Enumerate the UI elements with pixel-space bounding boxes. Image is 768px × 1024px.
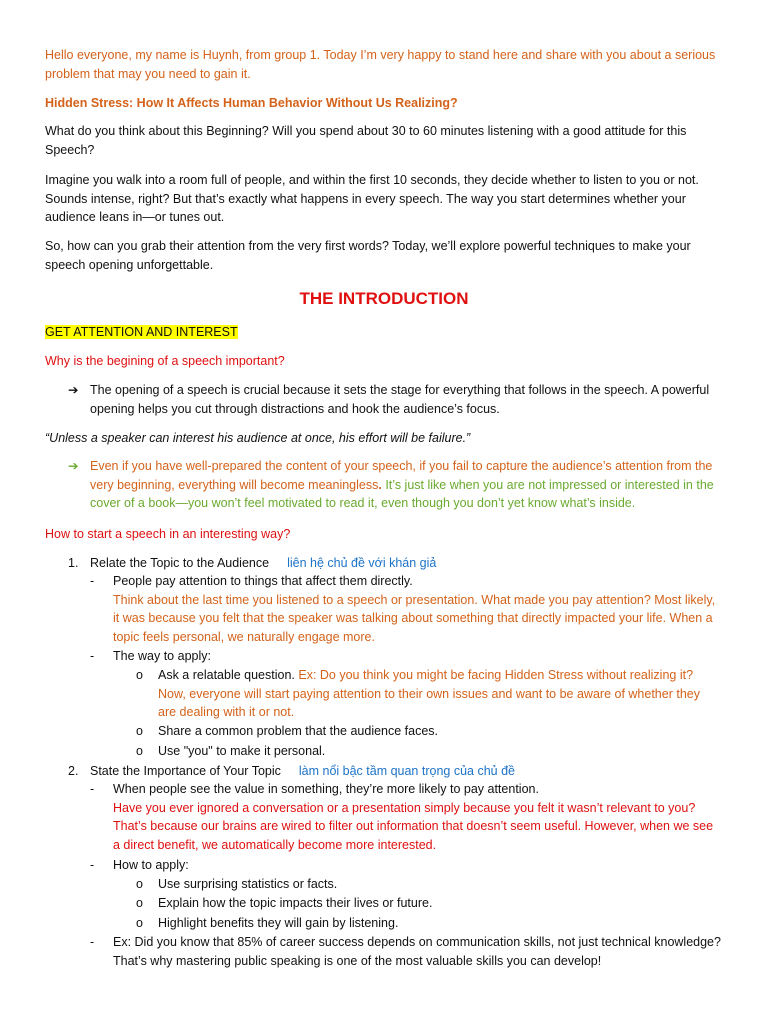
circle-bullet: o bbox=[136, 877, 143, 891]
item1-translation: liên hệ chủ đề với khán giả bbox=[287, 556, 437, 570]
item1-point1 bbox=[113, 572, 723, 646]
dash-bullet: - bbox=[90, 858, 95, 872]
circle-bullet: o bbox=[136, 668, 143, 682]
section-title: THE INTRODUCTION bbox=[299, 289, 469, 308]
dash-bullet: - bbox=[90, 574, 95, 588]
topic-title: Hidden Stress: How It Affects Human Behavior Without Us Realizing? bbox=[45, 96, 458, 110]
item2-point2: How to apply: bbox=[113, 858, 189, 872]
why-heading: Why is the begining of a speech important? bbox=[45, 354, 285, 368]
list-number-2: 2. bbox=[68, 764, 79, 778]
circle-bullet: o bbox=[136, 916, 143, 930]
dash-bullet: - bbox=[90, 782, 95, 796]
item1-sub2: Share a common problem that the audience faces. bbox=[158, 724, 439, 738]
item2-point1-text: When people see the value in something, they’re more likely to pay attention. bbox=[113, 782, 539, 796]
arrow-icon: ➔ bbox=[68, 459, 79, 473]
item2-sub2: Explain how the topic impacts their lives or future. bbox=[158, 896, 433, 910]
imagine-paragraph: Imagine you walk into a room full of people, and within the first 10 seconds, they decide whether to listen to you or not. Sounds intense, right? But that’s exactly what happens in every speech. The way you start determines whether your audience leans in—or tunes out. bbox=[45, 173, 699, 224]
circle-bullet: o bbox=[136, 744, 143, 758]
green-arrow-point bbox=[68, 457, 724, 513]
grab-paragraph: So, how can you grab their attention from the very first words? Today, we’ll explore powerful techniques to make your speech opening unforgettable. bbox=[45, 239, 691, 272]
item2-point1-note: Have you ever ignored a conversation or a presentation simply because you felt it wasn’t relevant to you? That’s because our brains are wired to filter out information that doesn’t seem useful. However, when we see a direct benefit, we automatically become more interested. bbox=[113, 800, 714, 852]
item1-sub3: Use "you" to make it personal. bbox=[158, 744, 326, 758]
item1-sub1-lead: Ask a relatable question. bbox=[158, 668, 299, 682]
green-point-period: . bbox=[378, 477, 382, 492]
item2-sub3: Highlight benefits they will gain by listening. bbox=[158, 916, 399, 930]
list-number-1: 1. bbox=[68, 556, 79, 570]
greeting-paragraph: Hello everyone, my name is Huynh, from group 1. Today I’m very happy to stand here and share with you about a serious problem that may you need to gain it. bbox=[45, 48, 716, 81]
how-heading: How to start a speech in an interesting way? bbox=[45, 527, 291, 541]
dash-bullet: - bbox=[90, 649, 95, 663]
arrow-point bbox=[68, 381, 724, 418]
item2-point1 bbox=[113, 780, 723, 854]
list-item-1 bbox=[90, 554, 730, 573]
item1-sub1 bbox=[158, 666, 718, 722]
item1-point1-text: People pay attention to things that affect them directly. bbox=[113, 574, 413, 588]
item2-label: State the Importance of Your Topic bbox=[90, 764, 281, 778]
item2-translation: làm nổi bậc tầm quan trọng của chủ đề bbox=[298, 764, 515, 778]
quote: “Unless a speaker can interest his audience at once, his effort will be failure.” bbox=[45, 431, 471, 445]
list-item-2 bbox=[90, 762, 730, 781]
green-point-comparison: It’s just like when you are not impressed or interested in the cover of a book—you won’t feel motivated to read it, even though you don’t yet know what’s inside. bbox=[90, 477, 714, 510]
item2-point3: Ex: Did you know that 85% of career success depends on communication skills, not just technical knowledge? That’s why mastering public speaking is one of the most valuable skills you can develop! bbox=[113, 935, 721, 968]
arrow-icon: ➔ bbox=[68, 383, 79, 397]
green-point-main: Even if you have well-prepared the content of your speech, if you fail to capture the audience’s attention from the very beginning, everything will become meaningless bbox=[90, 459, 713, 492]
highlighted-heading: GET ATTENTION AND INTEREST bbox=[45, 325, 238, 339]
circle-bullet: o bbox=[136, 724, 143, 738]
item1-label: Relate the Topic to the Audience bbox=[90, 556, 270, 570]
item1-sub1-example: Ex: Do you think you might be facing Hidden Stress without realizing it? Now, everyone will start paying attention to their own issues and want to be aware of whether they are dealing with it or not. bbox=[158, 668, 700, 719]
circle-bullet: o bbox=[136, 896, 143, 910]
arrow-point-text: The opening of a speech is crucial because it sets the stage for everything that follows in the speech. A powerful opening helps you cut through distractions and hook the audience’s focus. bbox=[90, 383, 710, 416]
green-arrow-text bbox=[90, 457, 724, 513]
highlight-heading-wrap bbox=[45, 323, 725, 342]
item1-point2: The way to apply: bbox=[113, 649, 211, 663]
item2-sub1: Use surprising statistics or facts. bbox=[158, 877, 338, 891]
dash-bullet: - bbox=[90, 935, 95, 949]
item1-point1-note: Think about the last time you listened to a speech or presentation. What made you pay attention? Most likely, it was because you felt that the speaker was talking about something that directly impacted your life. When a topic feels personal, we naturally engage more. bbox=[113, 592, 716, 644]
question-paragraph: What do you think about this Beginning? Will you spend about 30 to 60 minutes listening with a good attitude for this Speech? bbox=[45, 124, 687, 157]
